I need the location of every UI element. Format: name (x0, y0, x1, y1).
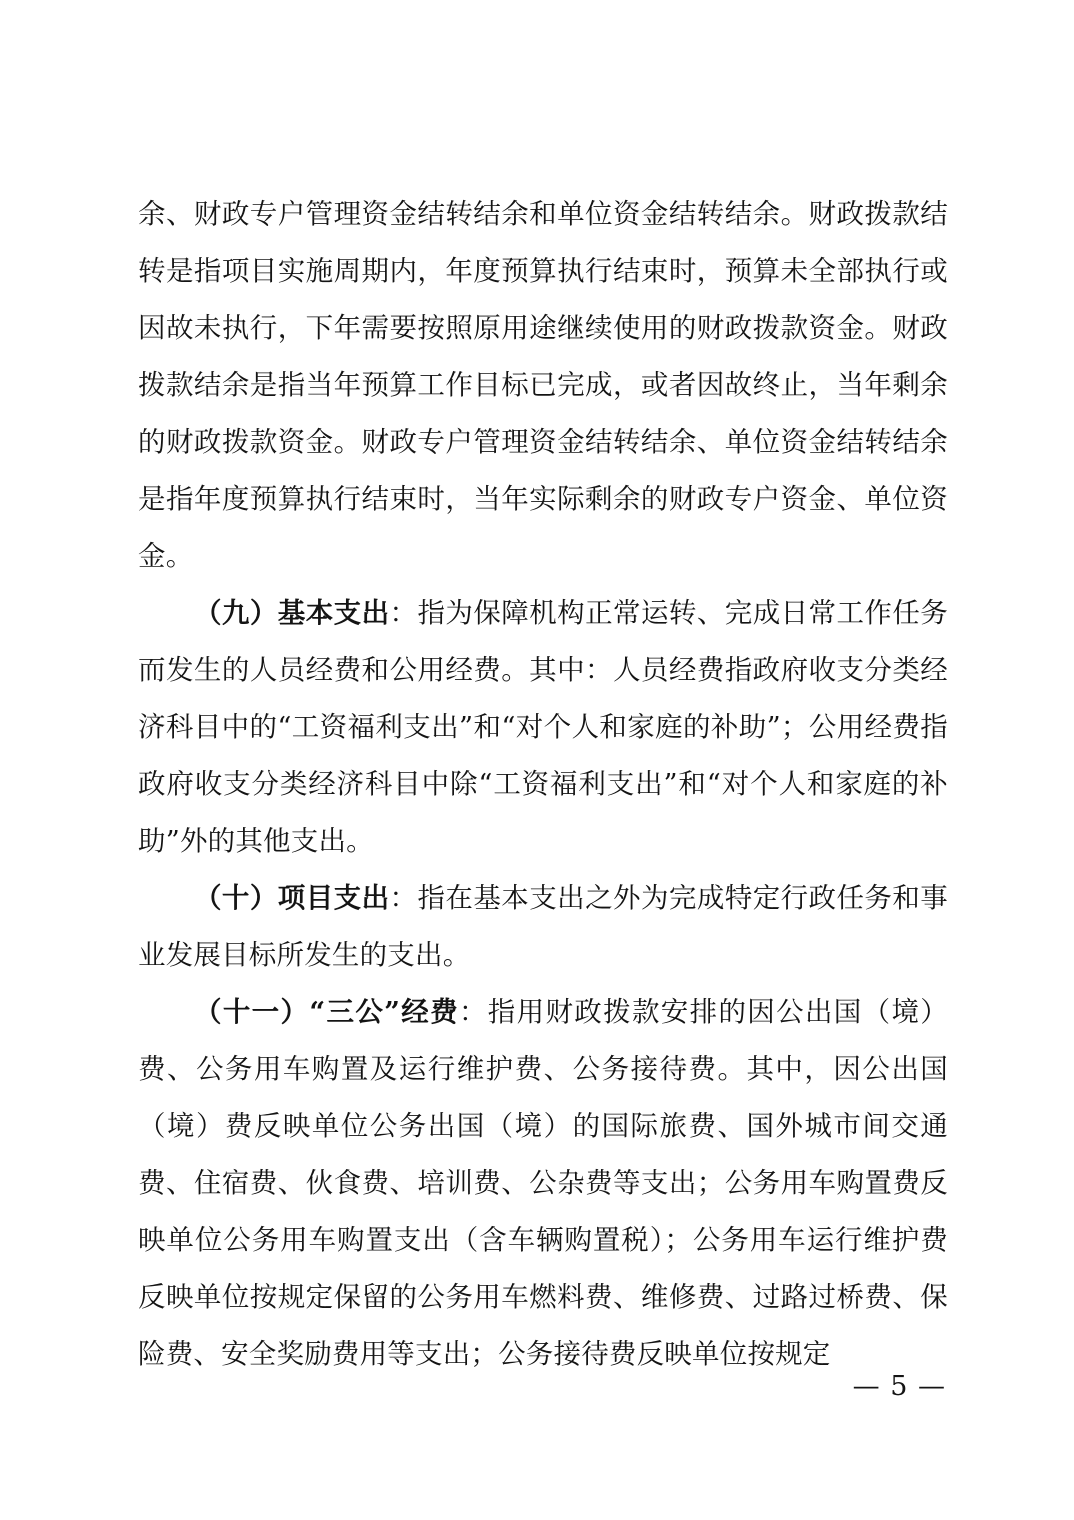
term-project-expenditure: （十）项目支出 (194, 882, 390, 914)
paragraph-three-public-funds (138, 984, 948, 1383)
paragraph-basic-expenditure (138, 585, 948, 870)
paragraph-text: ：指为保障机构正常运转、完成日常工作任务而发生的人员经费和公用经费。其中：人员经费指政府收支分类经济科目中的“工资福利支出”和“对个人和家庭的补助”；公用经费指政府收支分类经济科目中除“工资福利支出”和“对个人和家庭的补助”外的其他支出。 (138, 597, 948, 857)
page-number: — 5 — (852, 1371, 946, 1402)
term-basic-expenditure: （九）基本支出 (194, 597, 390, 629)
paragraph-project-expenditure (138, 870, 948, 984)
page-body (138, 186, 948, 1383)
paragraph-text: 余、财政专户管理资金结转结余和单位资金结转结余。财政拨款结转是指项目实施周期内，年度预算执行结束时，预算未全部执行或因故未执行，下年需要按照原用途继续使用的财政拨款资金。财政拨款结余是指当年预算工作目标已完成，或者因故终止，当年剩余的财政拨款资金。财政专户管理资金结转结余、单位资金结转结余是指年度预算执行结束时，当年实际剩余的财政专户资金、单位资金。 (138, 198, 948, 572)
term-three-public-funds: （十一）“三公”经费 (194, 996, 459, 1028)
paragraph-text: ：指在基本支出之外为完成特定行政任务和事业发展目标所发生的支出。 (138, 882, 948, 971)
paragraph-text: ：指用财政拨款安排的因公出国（境）费、公务用车购置及运行维护费、公务接待费。其中，因公出国（境）费反映单位公务出国（境）的国际旅费、国外城市间交通费、住宿费、伙食费、培训费、公杂费等支出；公务用车购置费反映单位公务用车购置支出（含车辆购置税）；公务用车运行维护费反映单位按规定保留的公务用车燃料费、维修费、过路过桥费、保险费、安全奖励费用等支出；公务接待费反映单位按规定 (138, 996, 948, 1370)
paragraph-carryover (138, 186, 948, 585)
